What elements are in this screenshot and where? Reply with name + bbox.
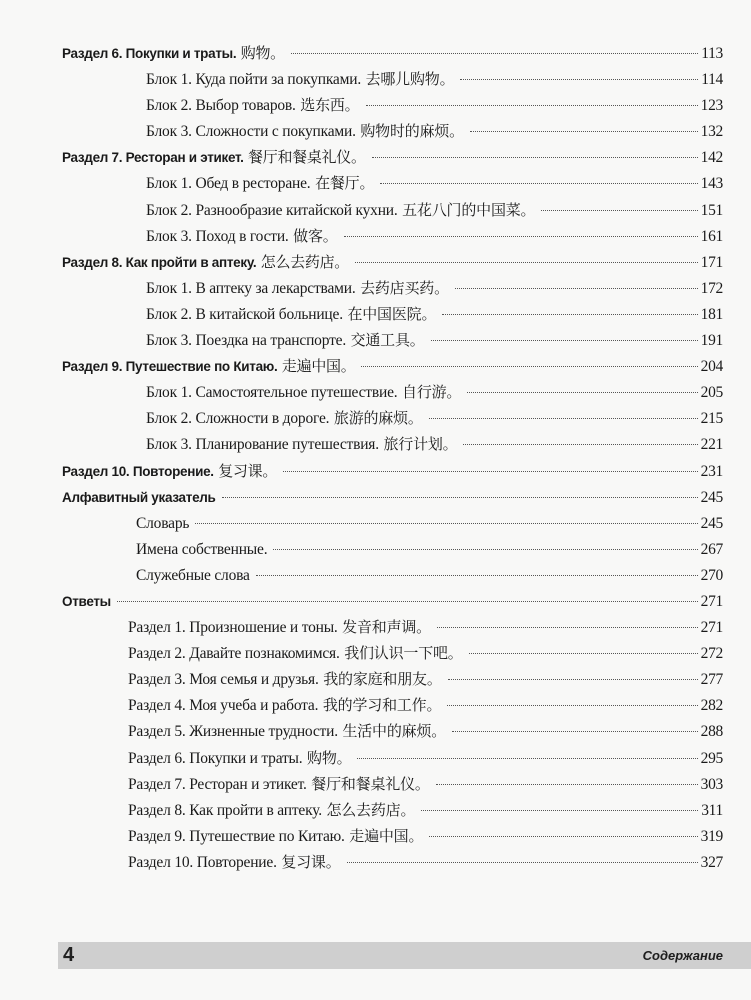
toc-section-entry[interactable] [62,40,723,66]
toc-subentry[interactable] [62,692,723,718]
dot-leader [355,261,698,263]
toc-entry-title [146,275,449,302]
toc-entry-label: Раздел 8. Как пройти в аптеку. [128,801,322,819]
toc-entry-title [128,849,341,876]
toc-entry-chinese-title: 餐厅和餐桌礼仪。 [306,774,430,793]
toc-subentry[interactable] [62,797,723,823]
toc-entry-title [62,588,111,615]
toc-subentry[interactable] [62,718,723,744]
toc-entry-label: Имена собственные. [136,540,268,558]
toc-entry-title [128,745,351,772]
toc-entry-title [146,197,535,224]
dot-leader [541,209,697,211]
dot-leader [357,757,697,759]
toc-entry-label: Раздел 2. Давайте познакомимся. [128,645,340,663]
toc-entry-label: Блок 3. Поход в гости. [146,227,289,245]
toc-page-number: 272 [700,645,723,663]
toc-subentry[interactable] [62,562,723,588]
toc-entry-title [128,797,415,824]
toc-entry-title [146,431,457,458]
dot-leader [366,104,698,106]
toc-entry-chinese-title: 复习课。 [276,852,341,871]
toc-page-number: 288 [700,723,723,741]
toc-subentry[interactable] [62,275,723,301]
dot-leader [291,52,698,54]
toc-subentry[interactable] [62,640,723,666]
dot-leader [222,496,698,498]
dot-leader [429,417,698,419]
toc-entry-label: Раздел 10. Повторение. [62,463,214,479]
toc-entry-chinese-title: 我的家庭和朋友。 [318,670,442,689]
toc-entry-chinese-title: 旅游的麻烦。 [329,409,423,428]
dot-leader [372,156,698,158]
toc-subentry[interactable] [62,327,723,353]
toc-entry-title [136,562,250,589]
toc-entry-chinese-title: 做客。 [288,226,338,245]
toc-entry-chinese-title: 选东西。 [295,96,360,115]
toc-entry-title [128,666,442,693]
toc-subentry[interactable] [62,771,723,797]
toc-section-entry[interactable] [62,458,723,484]
dot-leader [283,470,698,472]
toc-entry-chinese-title: 走遍中国。 [344,826,424,845]
page-footer-bar [58,942,751,969]
toc-page-number: 271 [700,619,723,637]
toc-subentry[interactable] [62,431,723,457]
toc-page-number: 143 [700,175,723,193]
toc-entry-chinese-title: 旅行计划。 [378,435,458,454]
toc-entry-title [128,640,463,667]
table-of-contents [62,40,723,875]
toc-page-number: 221 [700,436,723,454]
toc-entry-label: Раздел 7. Ресторан и этикет. [128,775,307,793]
dot-leader [437,626,698,628]
toc-subentry[interactable] [62,745,723,771]
toc-page-number: 277 [700,671,723,689]
toc-entry-title [136,536,267,563]
toc-entry-chinese-title: 去哪儿购物。 [361,70,455,89]
toc-entry-chinese-title: 发音和声调。 [337,618,431,637]
toc-entry-label: Словарь [136,514,190,532]
toc-entry-title [128,614,431,641]
toc-page-number: 191 [700,332,723,350]
toc-page-number: 311 [701,801,723,819]
dot-leader [117,600,698,602]
dot-leader [421,809,698,811]
toc-entry-chinese-title: 购物。 [302,748,352,767]
dot-leader [455,287,698,289]
toc-subentry[interactable] [62,92,723,118]
toc-entry-title [62,484,216,511]
dot-leader [344,235,698,237]
toc-entry-chinese-title: 餐厅和餐桌礼仪。 [243,148,366,167]
toc-entry-title [146,170,374,197]
toc-entry-label: Блок 3. Планирование путешествия. [146,436,379,454]
toc-subentry[interactable] [62,614,723,640]
toc-subentry[interactable] [62,197,723,223]
toc-entry-label: Блок 3. Сложности с покупками. [146,123,356,141]
toc-entry-chinese-title: 在餐厅。 [310,174,375,193]
toc-page-number: 327 [700,853,723,871]
toc-entry-label: Алфавитный указатель [62,489,216,505]
toc-page-number: 171 [700,253,723,271]
toc-page-number: 245 [700,488,723,506]
toc-page-number: 282 [700,697,723,715]
toc-page-number: 245 [700,514,723,532]
dot-leader [361,365,697,367]
toc-entry-chinese-title: 复习课。 [213,461,278,480]
toc-page-number: 114 [701,71,723,89]
toc-entry-chinese-title: 走遍中国。 [277,357,356,376]
toc-subentry[interactable] [62,536,723,562]
toc-subentry[interactable] [62,510,723,536]
toc-entry-label: Блок 2. Разнообразие китайской кухни. [146,201,398,219]
toc-subentry[interactable] [62,849,723,875]
toc-entry-title [62,353,355,380]
toc-entry-chinese-title: 怎么去药店。 [256,252,349,271]
toc-entry-chinese-title: 去药店买药。 [355,278,449,297]
dot-leader [380,182,697,184]
toc-subentry[interactable] [62,301,723,327]
toc-subentry[interactable] [62,379,723,405]
toc-entry-chinese-title: 购物时的麻烦。 [355,122,464,141]
toc-section-entry[interactable] [62,588,723,614]
toc-page-number: 142 [700,149,723,167]
toc-page-number: 303 [700,775,723,793]
toc-page-number: 161 [700,227,723,245]
toc-entry-chinese-title: 交通工具。 [346,331,425,350]
dot-leader [452,730,698,732]
toc-entry-label: Раздел 9. Путешествие по Китаю. [62,359,278,375]
dot-leader [463,443,697,445]
toc-entry-label: Блок 1. Самостоятельное путешествие. [146,384,398,402]
toc-entry-title [128,823,423,850]
toc-section-entry[interactable] [62,353,723,379]
toc-entry-label: Блок 1. Куда пойти за покупками. [146,71,361,89]
toc-subentry[interactable] [62,666,723,692]
toc-page-number: 267 [700,540,723,558]
toc-page-number: 172 [700,279,723,297]
toc-section-entry[interactable] [62,144,723,170]
toc-entry-title [62,144,366,171]
toc-entry-title [128,771,430,798]
toc-entry-label: Раздел 1. Произношение и тоны. [128,619,338,637]
toc-subentry[interactable] [62,66,723,92]
toc-entry-title [128,718,446,745]
running-section-title: Содержание [642,948,723,963]
toc-entry-label: Раздел 7. Ресторан и этикет. [62,150,244,166]
dot-leader [467,391,697,393]
toc-page-number: 215 [700,410,723,428]
toc-entry-label: Раздел 10. Повторение. [128,853,277,871]
toc-subentry[interactable] [62,170,723,196]
dot-leader [470,130,698,132]
toc-entry-label: Служебные слова [136,566,250,584]
toc-entry-title [146,379,461,406]
toc-page-number: 231 [700,462,723,480]
toc-page-number: 123 [700,97,723,115]
dot-leader [273,548,697,550]
toc-entry-chinese-title: 怎么去药店。 [321,800,416,819]
toc-entry-title [146,118,464,145]
toc-page-number: 295 [700,749,723,767]
toc-entry-chinese-title: 生活中的麻烦。 [337,722,447,741]
toc-entry-label: Раздел 6. Покупки и траты. [62,46,237,61]
dot-leader [429,835,697,837]
toc-entry-label: Блок 2. Выбор товаров. [146,97,296,115]
toc-subentry[interactable] [62,823,723,849]
toc-page-number: 319 [700,827,723,845]
toc-entry-chinese-title: 五花八门的中国菜。 [397,200,536,219]
toc-page-number: 205 [700,384,723,402]
dot-leader [442,313,697,315]
toc-entry-label: Блок 3. Поездка на транспорте. [146,332,347,350]
toc-entry-title [146,405,423,432]
dot-leader [195,522,697,524]
toc-entry-title [62,458,277,485]
dot-leader [431,339,698,341]
dot-leader [436,783,698,785]
toc-entry-label: Раздел 9. Путешествие по Китаю. [128,827,345,845]
toc-section-entry[interactable] [62,249,723,275]
toc-entry-title [128,692,441,719]
toc-page-number: 151 [700,201,723,219]
toc-page-number: 204 [700,358,723,376]
toc-entry-label: Раздел 8. Как пройти в аптеку. [62,254,257,270]
dot-leader [460,78,698,80]
dot-leader [469,652,698,654]
toc-entry-chinese-title: 购物。 [236,44,285,62]
toc-entry-title [146,327,425,354]
toc-page-number: 113 [701,45,723,62]
toc-entry-chinese-title: 我的学习和工作。 [318,696,442,715]
toc-page-number: 271 [700,592,723,610]
toc-entry-title [146,223,338,250]
toc-subentry[interactable] [62,223,723,249]
toc-entry-label: Раздел 5. Жизненные трудности. [128,723,338,741]
toc-entry-label: Блок 2. В китайской больнице. [146,305,343,323]
toc-subentry[interactable] [62,118,723,144]
toc-section-entry[interactable] [62,484,723,510]
toc-entry-label: Раздел 3. Моя семья и друзья. [128,671,319,689]
dot-leader [448,678,698,680]
toc-entry-title [136,510,189,537]
toc-entry-label: Раздел 4. Моя учеба и работа. [128,697,319,715]
toc-subentry[interactable] [62,405,723,431]
dot-leader [256,574,698,576]
toc-entry-label: Ответы [62,593,111,609]
toc-page-number: 181 [700,305,723,323]
toc-entry-chinese-title: 我们认识一下吧。 [339,644,463,663]
toc-entry-label: Блок 1. Обед в ресторане. [146,175,311,193]
toc-entry-label: Раздел 6. Покупки и траты. [128,749,303,767]
toc-entry-title [62,40,285,67]
toc-entry-title [62,249,349,276]
toc-entry-label: Блок 2. Сложности в дороге. [146,410,330,428]
toc-entry-chinese-title: 自行游。 [397,383,462,402]
toc-entry-title [146,301,436,328]
toc-entry-title [146,92,360,119]
dot-leader [447,704,697,706]
toc-entry-chinese-title: 在中国医院。 [342,304,437,323]
toc-page-number: 132 [700,123,723,141]
toc-entry-title [146,66,454,93]
toc-entry-label: Блок 1. В аптеку за лекарствами. [146,279,356,297]
page-number: 4 [63,944,75,966]
dot-leader [347,861,698,863]
toc-page-number: 270 [700,566,723,584]
